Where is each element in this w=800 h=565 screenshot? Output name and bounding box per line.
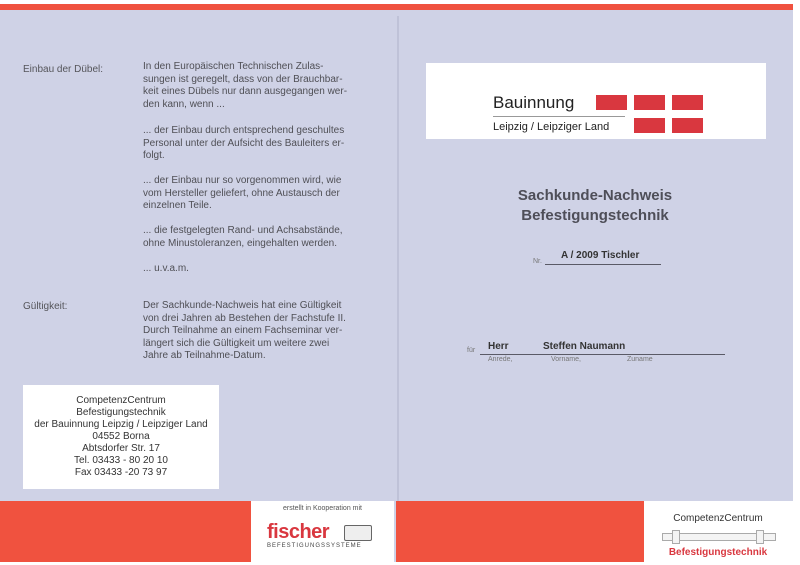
cc-logo-subtitle: Befestigungstechnik	[668, 547, 768, 558]
bullet-etc	[143, 263, 189, 276]
contact-address-box	[23, 385, 219, 489]
anchor-bolt-ring	[756, 530, 764, 544]
text-line: von drei Jahren ab Bestehen der Fachstufe II.	[143, 312, 346, 324]
contact-phone: Tel. 03433 - 80 20 10	[74, 455, 168, 466]
text-line: ... der Einbau durch entsprechend geschultes	[143, 125, 345, 136]
text-line: Personal unter der Aufsicht des Bauleiters er-	[143, 137, 345, 149]
text-line: keit eines Dübels nur dann ausgegangen wer-	[143, 86, 348, 97]
logo-name: Bauinnung	[493, 93, 575, 112]
title-line-2: Befestigungstechnik	[521, 207, 669, 224]
recipient-name: Steffen Naumann	[543, 341, 626, 352]
text-line: Durch Teilnahme an einem Fachseminar ver-	[143, 325, 343, 336]
bullet-trained-staff	[143, 125, 344, 163]
fischer-dowel-icon	[344, 525, 372, 541]
label-installation: Einbau der Dübel:	[23, 64, 104, 75]
fischer-logo: fischer	[267, 521, 330, 543]
footer-red-right	[396, 501, 644, 562]
installation-intro	[143, 61, 347, 111]
logo-square	[634, 118, 665, 133]
text-line: In den Europäischen Technischen Zulas-	[143, 61, 324, 72]
fischer-tagline: BEFESTIGUNGSSYSTEME	[267, 543, 362, 549]
text-line: Der Sachkunde-Nachweis hat eine Gültigkeit	[143, 300, 342, 311]
title-line-1: Sachkunde-Nachweis	[517, 187, 673, 204]
contact-fax: Fax 03433 -20 73 97	[74, 467, 168, 478]
text-line: folgt.	[143, 150, 165, 161]
text-line: längert sich die Gültigkeit um weitere zwei	[143, 337, 330, 349]
logo-square	[672, 118, 703, 133]
text-line: den kann, wenn ...	[143, 98, 225, 110]
text-line: vom Hersteller geliefert, ohne Austausch der	[143, 187, 340, 199]
contact-line: Abtsdorfer Str. 17	[82, 443, 160, 454]
field-label-vorname: Vorname,	[551, 356, 581, 363]
number-underline	[545, 264, 661, 265]
contact-line: 04552 Borna	[92, 431, 150, 442]
bullet-as-delivered	[143, 175, 341, 213]
text-line: ... der Einbau nur so vorgenommen wird, wie	[143, 175, 342, 186]
field-label-anrede: Anrede,	[488, 356, 513, 363]
logo-rule	[493, 116, 625, 117]
text-line: Jahre ab Teilnahme-Datum.	[143, 350, 266, 361]
field-label-zuname: Zuname	[627, 356, 653, 363]
text-line: einzelnen Teile.	[143, 200, 212, 211]
cooperation-credit: erstellt in Kooperation mit	[283, 505, 362, 512]
validity-text	[143, 300, 346, 363]
certificate-title	[470, 186, 720, 226]
logo-square	[596, 95, 627, 110]
logo-subtitle: Leipzig / Leipziger Land	[493, 121, 610, 133]
contact-line: Befestigungstechnik	[76, 407, 166, 418]
text-line: sungen ist geregelt, dass von der Brauchbar-	[143, 73, 343, 85]
contact-line: CompetenzCentrum	[76, 395, 166, 406]
label-validity: Gültigkeit:	[23, 301, 68, 312]
anchor-bolt-ring	[672, 530, 680, 544]
logo-square	[672, 95, 703, 110]
contact-line: der Bauinnung Leipzig / Leipziger Land	[34, 419, 208, 430]
name-underline	[480, 354, 725, 355]
certificate-number: A / 2009 Tischler	[561, 250, 640, 261]
number-label: Nr.	[533, 258, 542, 265]
bauinnung-logo	[426, 63, 766, 139]
text-line: ... die festgelegten Rand- und Achsabstände,	[143, 225, 343, 236]
logo-square	[634, 95, 665, 110]
cc-logo-title: CompetenzCentrum	[673, 513, 763, 524]
footer-red-left	[0, 501, 251, 562]
salutation: Herr	[488, 341, 509, 352]
bullet-distances	[143, 225, 343, 250]
fold-line	[397, 16, 399, 556]
text-line: ... u.v.a.m.	[143, 263, 189, 274]
for-label: für	[467, 347, 476, 354]
text-line: ohne Minustoleranzen, eingehalten werden.	[143, 237, 338, 249]
